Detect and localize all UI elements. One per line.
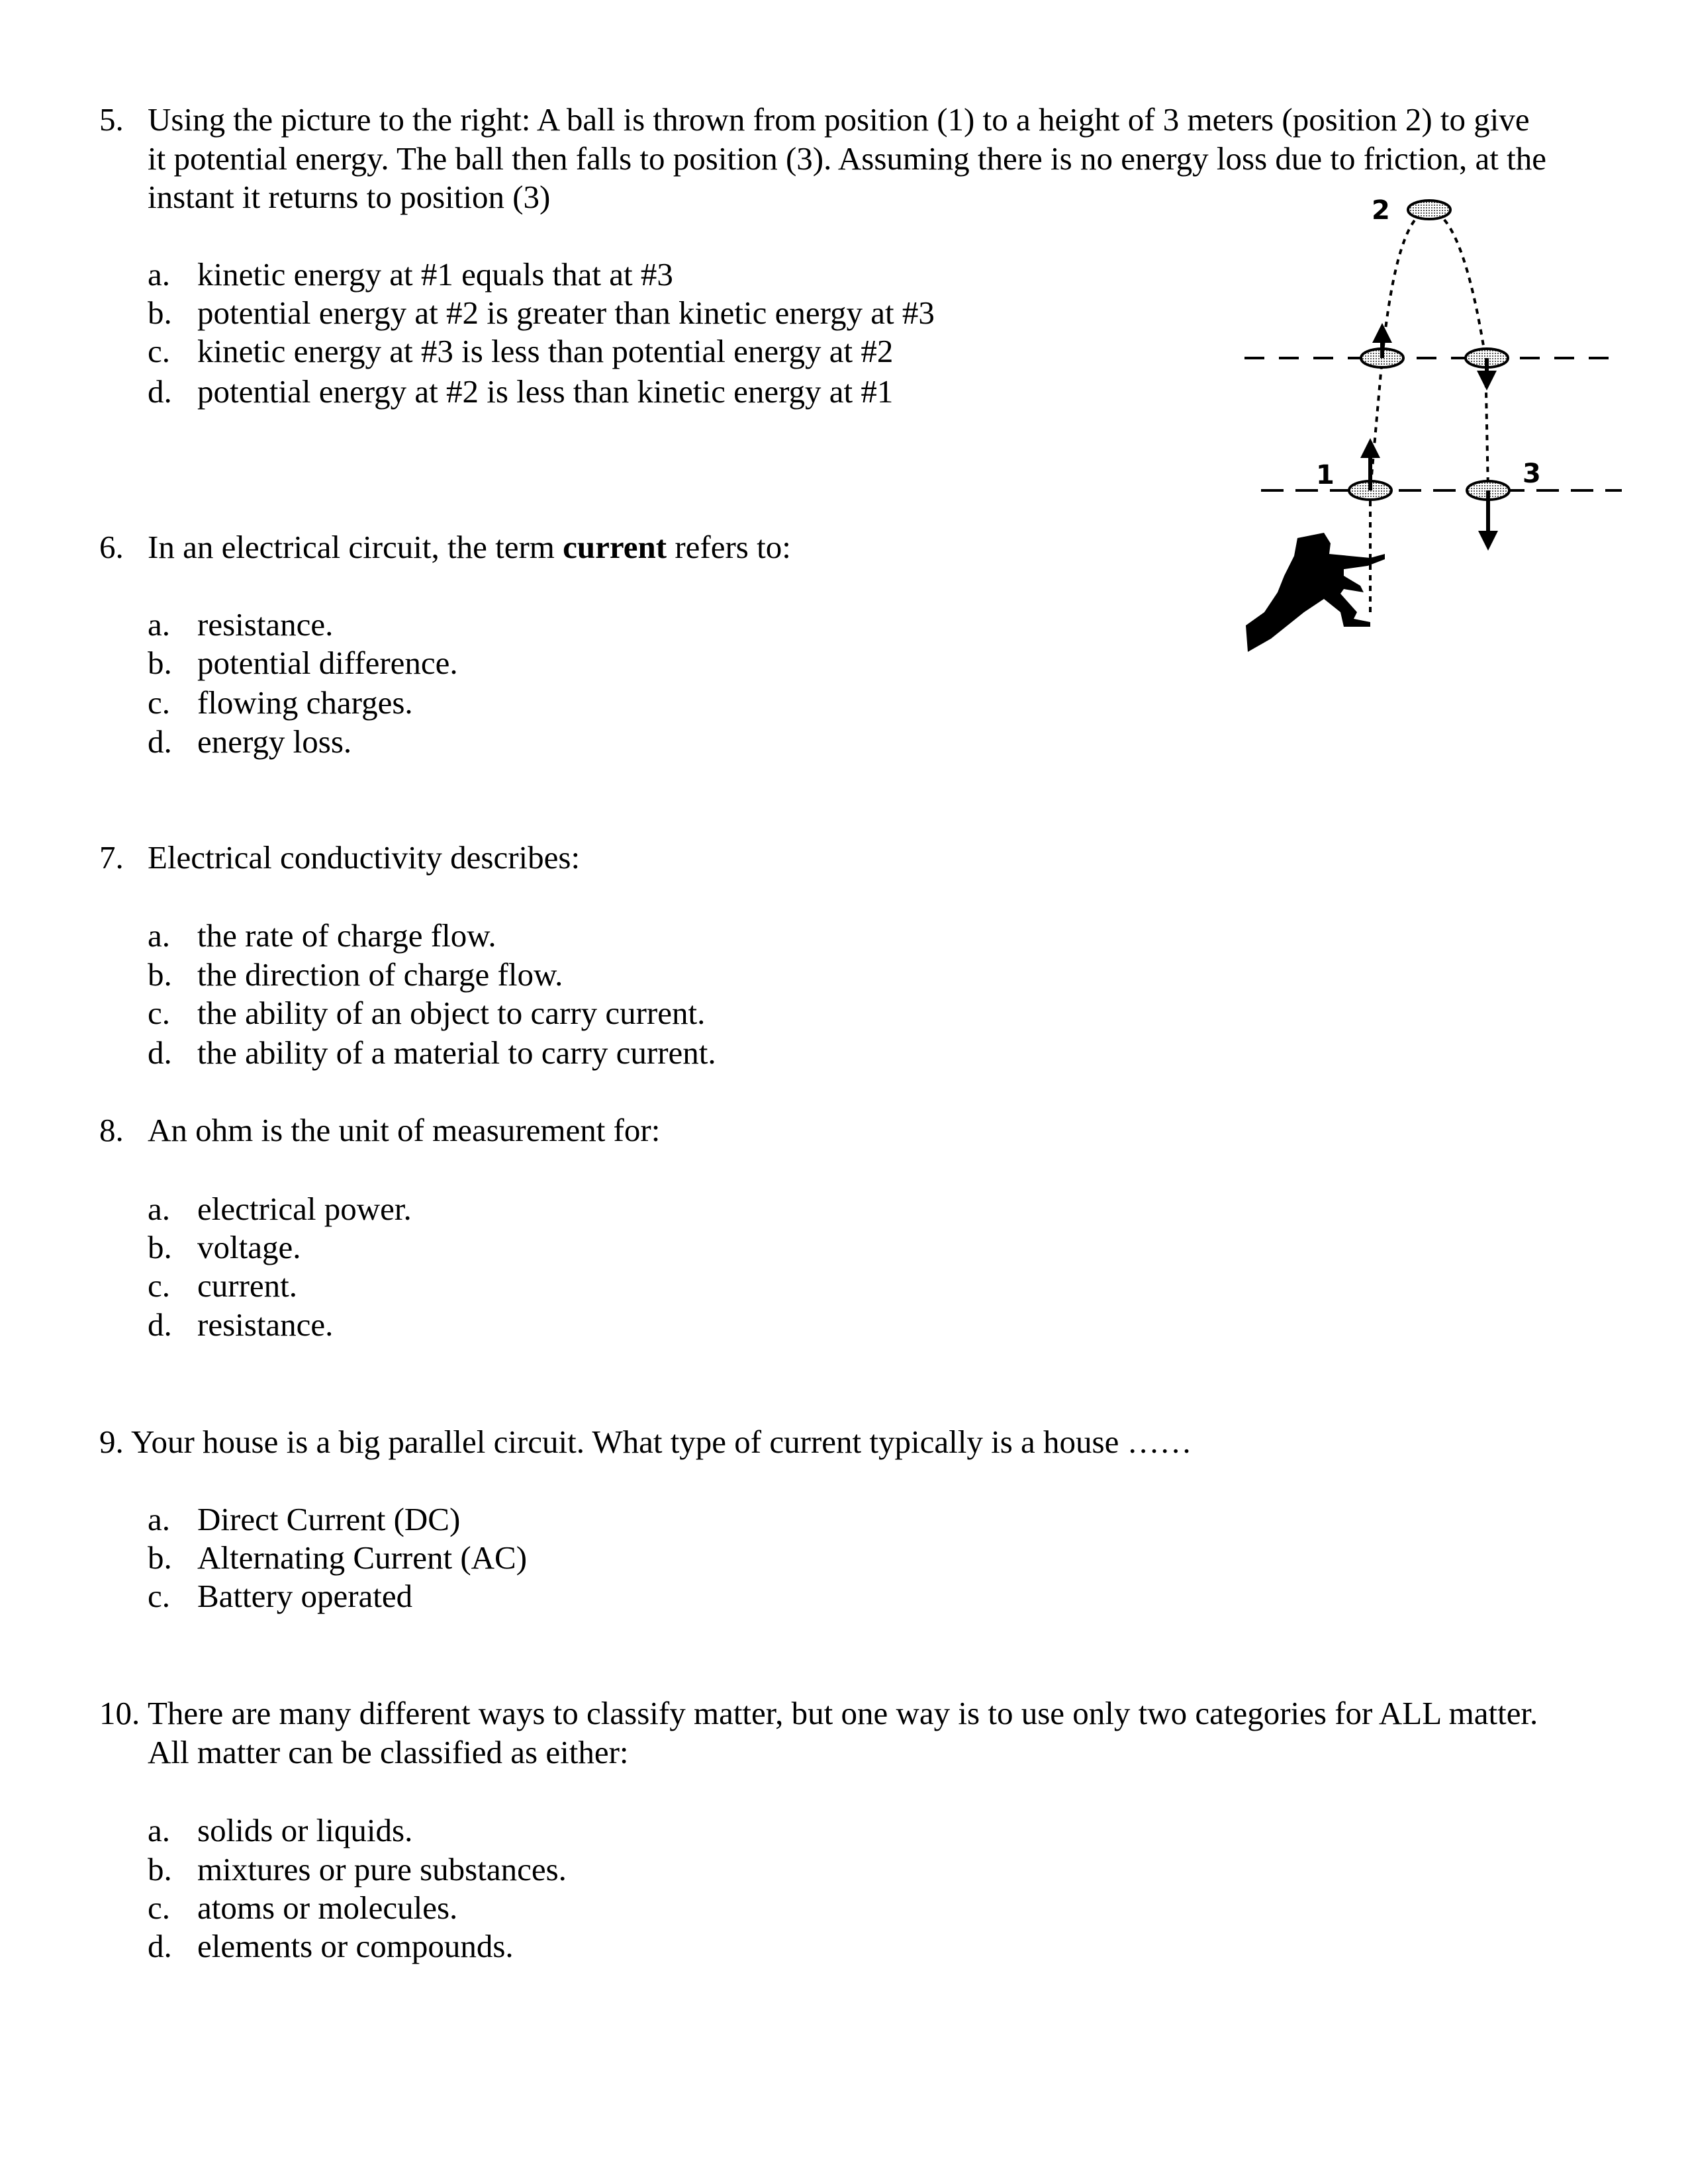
question-9-text: Your house is a big parallel circuit. What type of current typically is a house ……: [131, 1424, 1192, 1460]
ball-trajectory-figure: [1211, 189, 1622, 718]
question-7-number: 7.: [99, 839, 124, 876]
option-text: resistance.: [197, 1306, 334, 1343]
option-text: the ability of a material to carry current.: [197, 1034, 716, 1071]
option-letter: d.: [148, 373, 172, 410]
option-letter: b.: [148, 956, 172, 993]
question-6-text: [148, 527, 791, 567]
question-10-text: All matter can be classified as either:: [148, 1734, 629, 1770]
option-text: voltage.: [197, 1229, 301, 1265]
question-10-number: 10.: [99, 1695, 140, 1731]
option-text: potential energy at #2 is greater than kinetic energy at #3: [197, 295, 935, 331]
option-letter: c.: [148, 1578, 170, 1614]
option-letter: c.: [148, 684, 170, 721]
question-6-bold-term: current: [563, 529, 667, 565]
question-5-text: instant it returns to position (3): [148, 179, 551, 215]
option-letter: b.: [148, 1229, 172, 1265]
question-8-number: 8.: [99, 1112, 124, 1148]
question-5-text: it potential energy. The ball then falls to position (3). Assuming there is no energy loss due to friction, at the: [148, 140, 1546, 177]
option-letter: b.: [148, 1851, 172, 1888]
position-label-2: 2: [1372, 195, 1390, 226]
option-text: energy loss.: [197, 723, 352, 760]
question-5-text: Using the picture to the right: A ball is thrown from position (1) to a height of 3 meters (position 2) to give: [148, 101, 1530, 138]
question-5-number: 5.: [99, 101, 124, 138]
option-text: current.: [197, 1267, 297, 1304]
option-letter: c.: [148, 1267, 170, 1304]
option-letter: c.: [148, 995, 170, 1031]
position-label-1: 1: [1316, 460, 1335, 490]
option-letter: d.: [148, 1306, 172, 1343]
question-7-text: Electrical conductivity describes:: [148, 839, 581, 876]
option-text: kinetic energy at #1 equals that at #3: [197, 256, 673, 293]
option-text: solids or liquids.: [197, 1812, 413, 1848]
option-text: Direct Current (DC): [197, 1501, 461, 1537]
thrower-silhouette: [1246, 533, 1385, 652]
option-text: the rate of charge flow.: [197, 917, 496, 954]
option-letter: b.: [148, 1539, 172, 1576]
trajectory-path: [1370, 210, 1488, 612]
option-text: the direction of charge flow.: [197, 956, 563, 993]
option-letter: a.: [148, 256, 170, 293]
option-letter: b.: [148, 295, 172, 331]
option-text: electrical power.: [197, 1191, 412, 1227]
question-10-text: There are many different ways to classify matter, but one way is to use only two categories for ALL matter.: [148, 1695, 1538, 1731]
option-text: mixtures or pure substances.: [197, 1851, 567, 1888]
question-8-text: An ohm is the unit of measurement for:: [148, 1112, 661, 1148]
question-6-number: 6.: [99, 529, 124, 565]
option-text: Alternating Current (AC): [197, 1539, 528, 1576]
option-letter: d.: [148, 723, 172, 760]
option-text: atoms or molecules.: [197, 1889, 458, 1926]
question-9-number: 9.: [99, 1424, 124, 1460]
option-letter: a.: [148, 917, 170, 954]
option-letter: a.: [148, 1191, 170, 1227]
option-letter: b.: [148, 645, 172, 681]
option-letter: c.: [148, 333, 170, 369]
option-letter: a.: [148, 606, 170, 643]
question-6-text-after: refers to:: [667, 529, 791, 565]
option-text: kinetic energy at #3 is less than potential energy at #2: [197, 333, 894, 369]
option-letter: d.: [148, 1034, 172, 1071]
option-text: potential energy at #2 is less than kinetic energy at #1: [197, 373, 894, 410]
option-text: potential difference.: [197, 645, 458, 681]
option-text: the ability of an object to carry current.: [197, 995, 706, 1031]
option-text: resistance.: [197, 606, 334, 643]
option-letter: d.: [148, 1928, 172, 1964]
option-text: Battery operated: [197, 1578, 413, 1614]
option-text: elements or compounds.: [197, 1928, 514, 1964]
option-letter: c.: [148, 1889, 170, 1926]
position-label-3: 3: [1523, 459, 1541, 489]
question-6-text-before: In an electrical circuit, the term: [148, 529, 563, 565]
ball-position-2: [1408, 201, 1450, 219]
option-text: flowing charges.: [197, 684, 413, 721]
option-letter: a.: [148, 1812, 170, 1848]
option-letter: a.: [148, 1501, 170, 1537]
